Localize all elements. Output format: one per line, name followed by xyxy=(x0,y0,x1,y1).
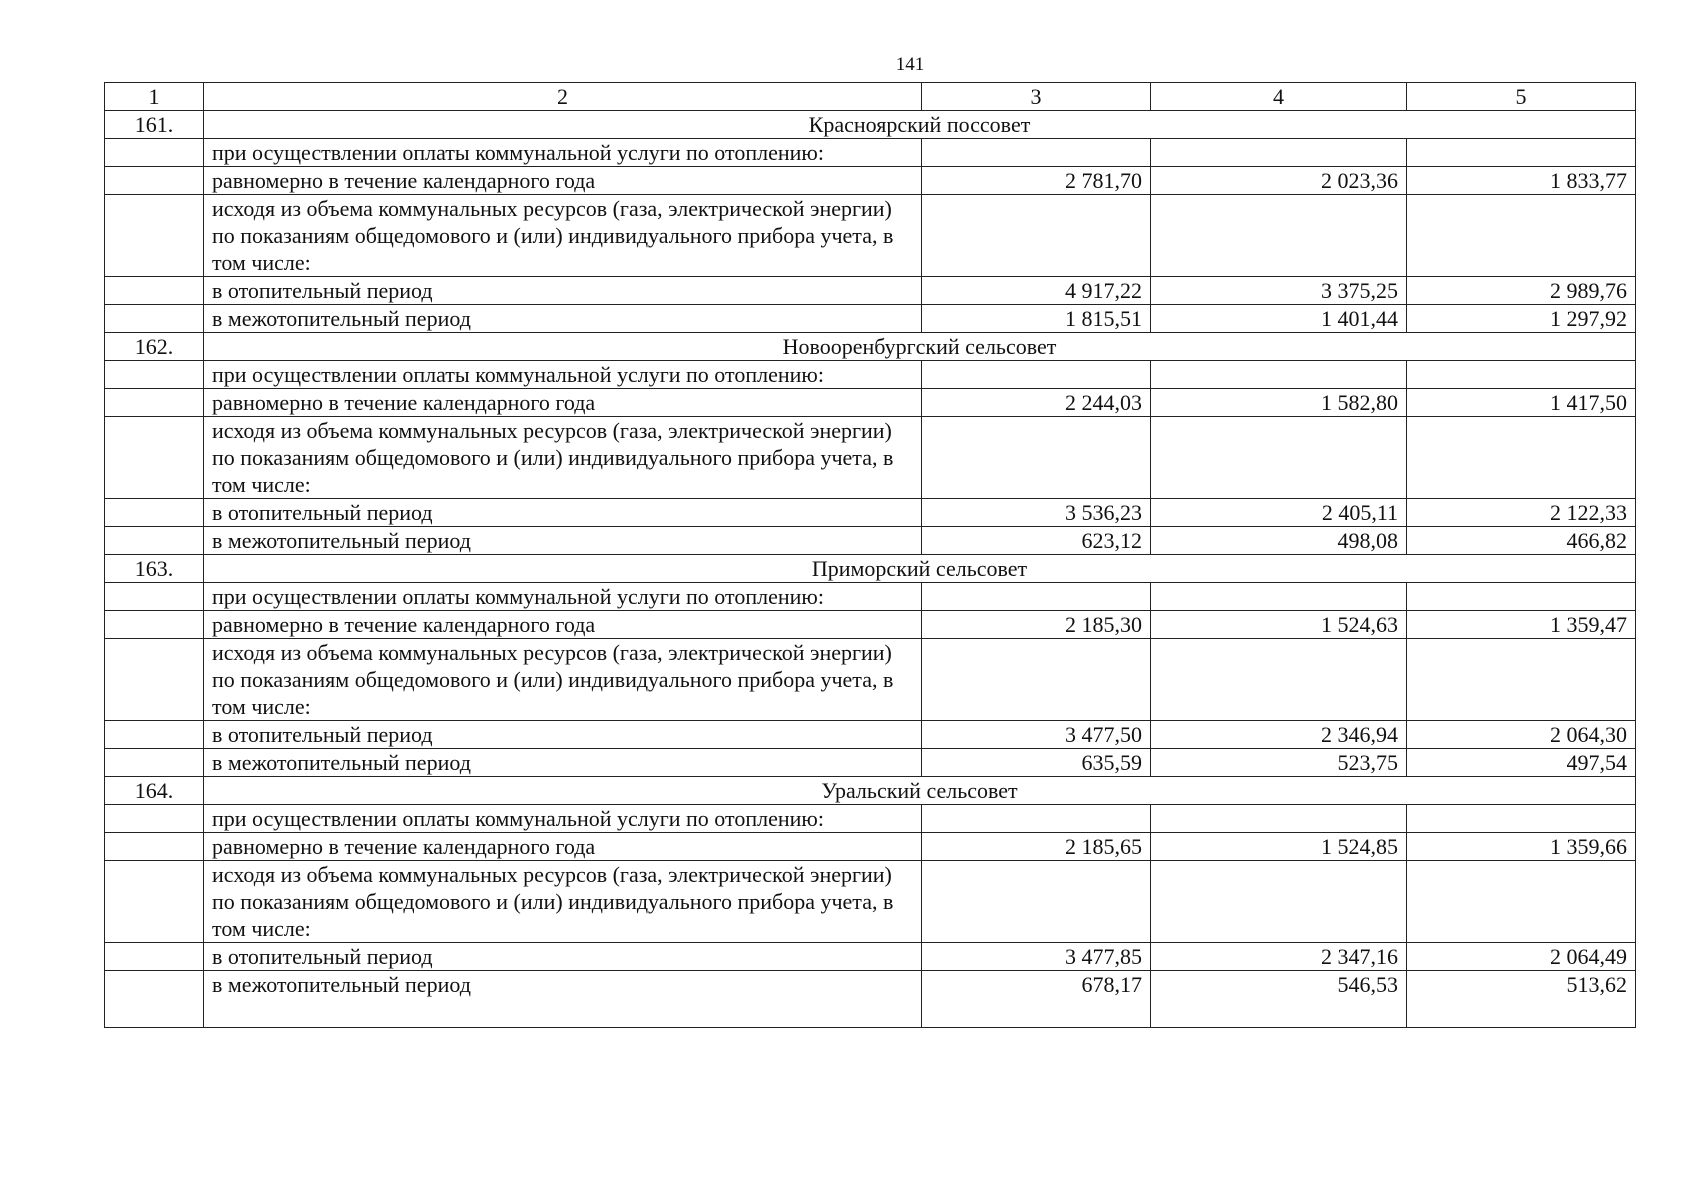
value-col-5: 497,54 xyxy=(1407,749,1636,777)
value-col-4: 2 023,36 xyxy=(1151,167,1407,195)
row-label: при осуществлении оплаты коммунальной услуги по отоплению: xyxy=(204,361,922,389)
row-label: исходя из объема коммунальных ресурсов (газа, электрической энергии) по показаниям общедомового и (или) индивидуального прибора учета, в том числе: xyxy=(204,195,922,277)
table-row xyxy=(105,861,1636,943)
row-number-cell xyxy=(105,499,204,527)
row-number-cell xyxy=(105,417,204,499)
value-col-3: 2 244,03 xyxy=(922,389,1151,417)
section-title-row xyxy=(105,777,1636,805)
value-col-5 xyxy=(1407,805,1636,833)
table-body xyxy=(105,83,1636,1028)
row-label: равномерно в течение календарного года xyxy=(204,167,922,195)
value-col-5 xyxy=(1407,195,1636,277)
row-label: в отопительный период xyxy=(204,277,922,305)
value-col-5: 1 359,66 xyxy=(1407,833,1636,861)
header-row xyxy=(105,83,1636,111)
value-col-4 xyxy=(1151,139,1407,167)
row-label: исходя из объема коммунальных ресурсов (газа, электрической энергии) по показаниям общедомового и (или) индивидуального прибора учета, в том числе: xyxy=(204,639,922,721)
value-col-5 xyxy=(1407,639,1636,721)
value-col-3: 678,17 xyxy=(922,971,1151,1028)
value-col-5 xyxy=(1407,361,1636,389)
value-col-3 xyxy=(922,361,1151,389)
table-row xyxy=(105,583,1636,611)
value-col-4: 523,75 xyxy=(1151,749,1407,777)
table-row xyxy=(105,639,1636,721)
value-col-4 xyxy=(1151,583,1407,611)
section-title: Красноярский поссовет xyxy=(204,111,1636,139)
row-number-cell xyxy=(105,639,204,721)
value-col-3 xyxy=(922,139,1151,167)
row-label: равномерно в течение календарного года xyxy=(204,389,922,417)
header-cell-4: 4 xyxy=(1151,83,1407,111)
row-label: в межотопительный период xyxy=(204,749,922,777)
row-label: в отопительный период xyxy=(204,721,922,749)
tariff-table xyxy=(104,82,1636,1028)
row-number-cell xyxy=(105,305,204,333)
value-col-4: 1 582,80 xyxy=(1151,389,1407,417)
row-number-cell xyxy=(105,527,204,555)
row-label: в межотопительный период xyxy=(204,305,922,333)
value-col-3: 1 815,51 xyxy=(922,305,1151,333)
value-col-4 xyxy=(1151,805,1407,833)
header-cell-5: 5 xyxy=(1407,83,1636,111)
section-title-row xyxy=(105,111,1636,139)
value-col-3 xyxy=(922,639,1151,721)
header-cell-2: 2 xyxy=(204,83,922,111)
value-col-3: 3 477,85 xyxy=(922,943,1151,971)
table-row xyxy=(105,611,1636,639)
table-row xyxy=(105,527,1636,555)
header-cell-1: 1 xyxy=(105,83,204,111)
value-col-5: 466,82 xyxy=(1407,527,1636,555)
row-label: исходя из объема коммунальных ресурсов (газа, электрической энергии) по показаниям общедомового и (или) индивидуального прибора учета, в том числе: xyxy=(204,861,922,943)
value-col-3 xyxy=(922,805,1151,833)
value-col-3: 2 781,70 xyxy=(922,167,1151,195)
value-col-4: 2 347,16 xyxy=(1151,943,1407,971)
section-title: Уральский сельсовет xyxy=(204,777,1636,805)
row-number-cell xyxy=(105,583,204,611)
value-col-3 xyxy=(922,195,1151,277)
table-row xyxy=(105,389,1636,417)
value-col-3 xyxy=(922,583,1151,611)
value-col-4: 1 524,85 xyxy=(1151,833,1407,861)
value-col-5: 1 833,77 xyxy=(1407,167,1636,195)
value-col-5: 513,62 xyxy=(1407,971,1636,1028)
row-label: в отопительный период xyxy=(204,943,922,971)
value-col-3: 3 536,23 xyxy=(922,499,1151,527)
row-number-cell xyxy=(105,749,204,777)
row-label: при осуществлении оплаты коммунальной услуги по отоплению: xyxy=(204,139,922,167)
row-number-cell xyxy=(105,943,204,971)
value-col-3: 623,12 xyxy=(922,527,1151,555)
table-row xyxy=(105,139,1636,167)
value-col-4: 2 405,11 xyxy=(1151,499,1407,527)
value-col-4 xyxy=(1151,361,1407,389)
row-number-cell xyxy=(105,361,204,389)
value-col-4: 1 524,63 xyxy=(1151,611,1407,639)
page-number: 141 xyxy=(895,54,925,75)
row-label: в межотопительный период xyxy=(204,971,922,1028)
value-col-5: 1 359,47 xyxy=(1407,611,1636,639)
section-number: 163. xyxy=(105,555,204,583)
value-col-5: 2 064,30 xyxy=(1407,721,1636,749)
row-label: в отопительный период xyxy=(204,499,922,527)
table-row xyxy=(105,305,1636,333)
value-col-3: 635,59 xyxy=(922,749,1151,777)
value-col-4 xyxy=(1151,861,1407,943)
header-cell-3: 3 xyxy=(922,83,1151,111)
value-col-3: 3 477,50 xyxy=(922,721,1151,749)
value-col-5 xyxy=(1407,139,1636,167)
value-col-5 xyxy=(1407,417,1636,499)
table-row xyxy=(105,499,1636,527)
value-col-3: 2 185,65 xyxy=(922,833,1151,861)
section-number: 164. xyxy=(105,777,204,805)
table-row xyxy=(105,277,1636,305)
row-number-cell xyxy=(105,971,204,1028)
table-row xyxy=(105,195,1636,277)
row-number-cell xyxy=(105,611,204,639)
table-row xyxy=(105,833,1636,861)
row-label: равномерно в течение календарного года xyxy=(204,611,922,639)
row-number-cell xyxy=(105,721,204,749)
row-number-cell xyxy=(105,195,204,277)
row-label: при осуществлении оплаты коммунальной услуги по отоплению: xyxy=(204,583,922,611)
value-col-3 xyxy=(922,861,1151,943)
section-title: Приморский сельсовет xyxy=(204,555,1636,583)
row-number-cell xyxy=(105,833,204,861)
value-col-4: 546,53 xyxy=(1151,971,1407,1028)
table-row xyxy=(105,361,1636,389)
row-label: равномерно в течение календарного года xyxy=(204,833,922,861)
row-number-cell xyxy=(105,139,204,167)
value-col-4: 2 346,94 xyxy=(1151,721,1407,749)
table-row xyxy=(105,749,1636,777)
value-col-5: 2 064,49 xyxy=(1407,943,1636,971)
section-title: Новооренбургский сельсовет xyxy=(204,333,1636,361)
row-number-cell xyxy=(105,861,204,943)
row-label: в межотопительный период xyxy=(204,527,922,555)
row-number-cell xyxy=(105,805,204,833)
section-number: 162. xyxy=(105,333,204,361)
row-label: исходя из объема коммунальных ресурсов (газа, электрической энергии) по показаниям общедомового и (или) индивидуального прибора учета, в том числе: xyxy=(204,417,922,499)
row-number-cell xyxy=(105,167,204,195)
value-col-3: 4 917,22 xyxy=(922,277,1151,305)
section-number: 161. xyxy=(105,111,204,139)
section-title-row xyxy=(105,555,1636,583)
value-col-5 xyxy=(1407,861,1636,943)
value-col-4: 498,08 xyxy=(1151,527,1407,555)
table-row xyxy=(105,943,1636,971)
value-col-5 xyxy=(1407,583,1636,611)
value-col-3: 2 185,30 xyxy=(922,611,1151,639)
value-col-3 xyxy=(922,417,1151,499)
value-col-4 xyxy=(1151,639,1407,721)
table-row xyxy=(105,167,1636,195)
table-row xyxy=(105,721,1636,749)
row-label: при осуществлении оплаты коммунальной услуги по отоплению: xyxy=(204,805,922,833)
value-col-4 xyxy=(1151,417,1407,499)
value-col-4: 1 401,44 xyxy=(1151,305,1407,333)
value-col-5: 1 297,92 xyxy=(1407,305,1636,333)
value-col-5: 2 989,76 xyxy=(1407,277,1636,305)
section-title-row xyxy=(105,333,1636,361)
value-col-4 xyxy=(1151,195,1407,277)
value-col-5: 2 122,33 xyxy=(1407,499,1636,527)
table-row xyxy=(105,805,1636,833)
table-row xyxy=(105,417,1636,499)
table-row xyxy=(105,971,1636,1028)
row-number-cell xyxy=(105,389,204,417)
value-col-4: 3 375,25 xyxy=(1151,277,1407,305)
value-col-5: 1 417,50 xyxy=(1407,389,1636,417)
row-number-cell xyxy=(105,277,204,305)
